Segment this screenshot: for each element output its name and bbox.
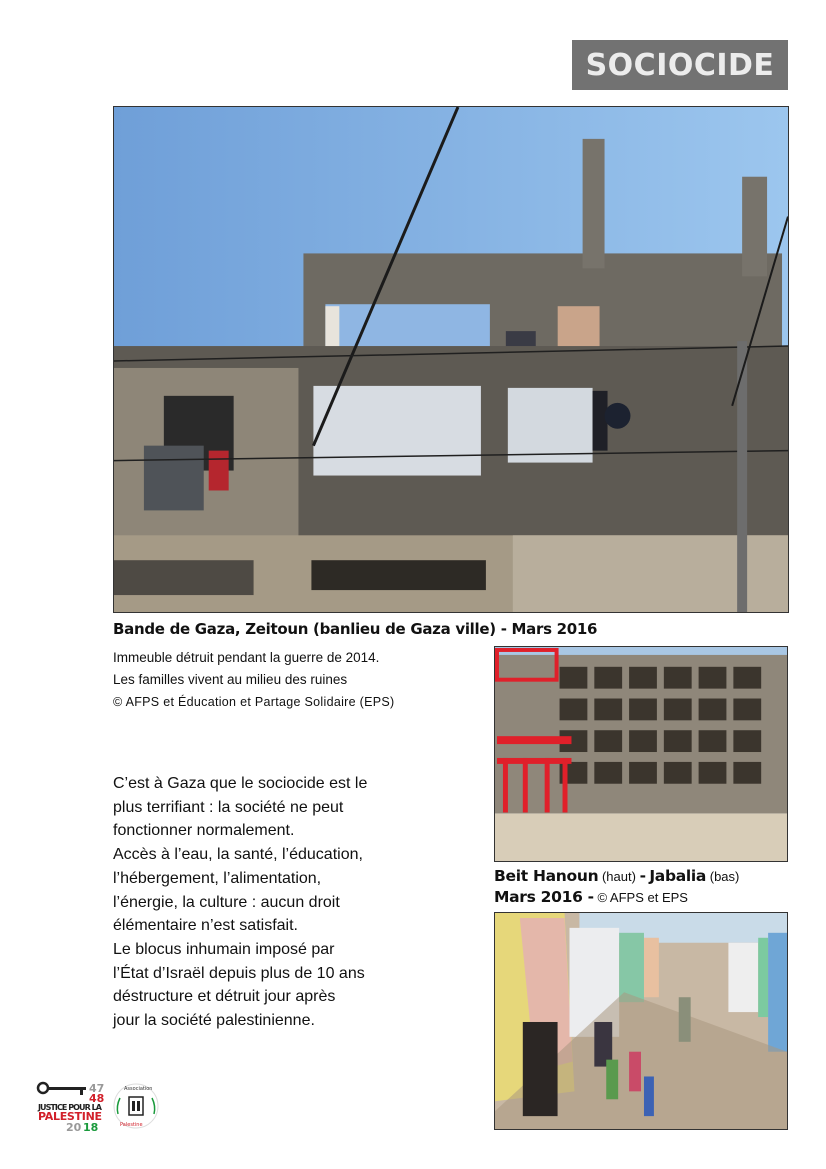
place-beit-hanoun: Beit Hanoun xyxy=(494,867,599,885)
main-photo-description-line: Les familles vivent au milieu des ruines xyxy=(113,672,348,687)
svg-text:20: 20 xyxy=(66,1121,82,1132)
main-photo-credit: © AFPS et Éducation et Partage Solidaire (EPS) xyxy=(113,695,395,709)
side-photos-date: Mars 2016 - xyxy=(494,888,594,906)
body-line: plus terrifiant : la société ne peut xyxy=(113,798,344,816)
body-line: déstructure et détruit jour après xyxy=(113,988,336,1006)
body-line: C’est à Gaza que le sociocide est le xyxy=(113,775,368,792)
body-line: Accès à l’eau, la santé, l’éducation, xyxy=(113,846,363,864)
svg-text:48: 48 xyxy=(89,1092,105,1105)
body-line: l’énergie, la culture : aucun droit xyxy=(113,893,340,911)
side-photos-credit: © AFPS et EPS xyxy=(597,890,688,905)
section-title: SOCIOCIDE xyxy=(585,47,775,83)
body-line: jour la société palestinienne. xyxy=(113,1012,315,1030)
svg-text:Association: Association xyxy=(124,1086,153,1092)
body-line: élémentaire n’est satisfait. xyxy=(113,917,298,935)
body-line: l’hébergement, l’alimentation, xyxy=(113,869,322,887)
body-line: fonctionner normalement. xyxy=(113,822,295,840)
footer-logos xyxy=(36,1080,166,1132)
photo-jabalia xyxy=(494,912,788,1130)
svg-text:18: 18 xyxy=(83,1121,99,1132)
logo-justice-pour-la-palestine xyxy=(36,1080,166,1132)
caption-separator: - xyxy=(639,867,646,885)
main-photo-caption: Bande de Gaza, Zeitoun (banlieu de Gaza ville) - Mars 2016 xyxy=(113,620,598,638)
main-photo-description-line: Immeuble détruit pendant la guerre de 2014. xyxy=(113,650,380,665)
svg-text:47: 47 xyxy=(89,1082,105,1095)
side-photos-caption xyxy=(494,866,739,908)
svg-text:JUSTICE POUR LA: JUSTICE POUR LA xyxy=(38,1103,102,1112)
place-note-top: (haut) xyxy=(601,869,636,884)
section-title-box xyxy=(572,40,788,90)
body-paragraph xyxy=(113,772,413,1033)
svg-text:PALESTINE: PALESTINE xyxy=(38,1110,102,1123)
place-jabalia: Jabalia xyxy=(649,867,707,885)
place-note-bottom: (bas) xyxy=(709,869,740,884)
body-line: l’État d’Israël depuis plus de 10 ans xyxy=(113,964,365,982)
body-line: Le blocus inhumain imposé par xyxy=(113,940,335,958)
svg-text:Palestine: Palestine xyxy=(120,1122,143,1128)
photo-beit-hanoun xyxy=(494,646,788,862)
main-photo-destroyed-building xyxy=(113,106,789,613)
